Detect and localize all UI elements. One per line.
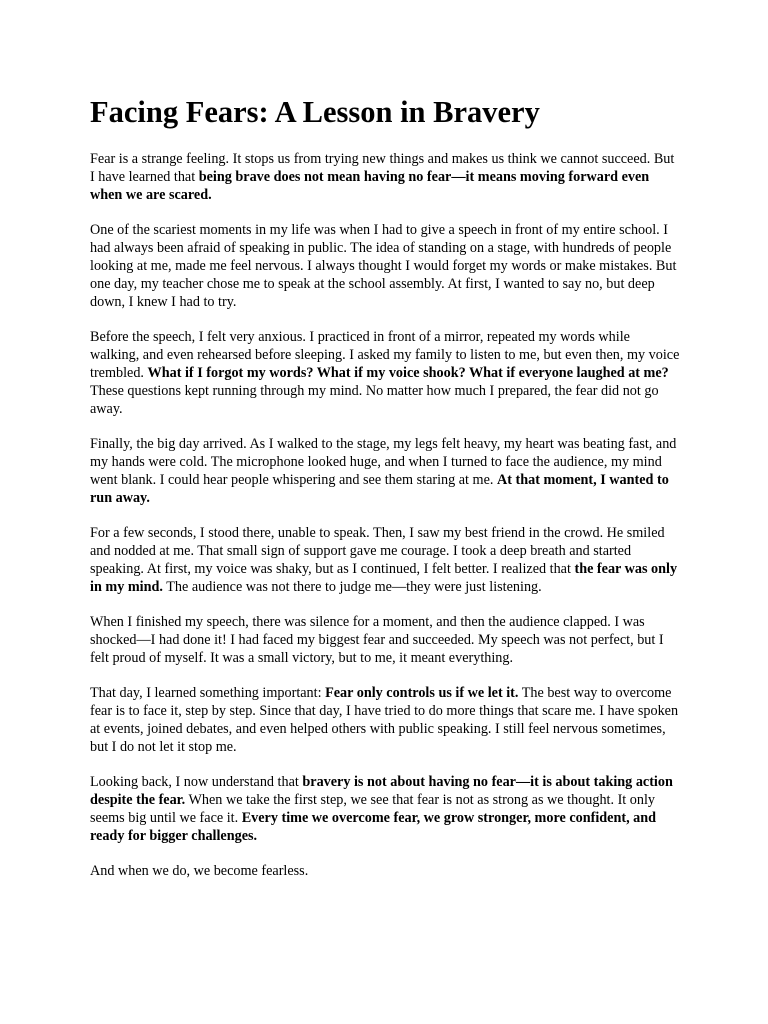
paragraph-text: The best way to overcome fear is to face it, step by step. Since that day, I have tried to do more things that scare me. I have spoken at events, joined debates, and even helped others with public speaking. I still feel nervous sometimes, but I do not let it stop me. (90, 685, 679, 755)
bold-text: bravery is not about having no fear—it is about taking action despite the fear. (90, 774, 673, 808)
document-page (90, 92, 680, 897)
paragraph-text: The audience was not there to judge me—they were just listening. (162, 579, 542, 595)
bold-text: being brave does not mean having no fear—it means moving forward even when we are scared. (90, 169, 650, 203)
paragraph-text: When I finished my speech, there was silence for a moment, and then the audience clapped. I was shocked—I had done it! I had faced my biggest fear and succeeded. My speech was not perfect, but I felt proud of myself. It was a small victory, but to me, it meant everything. (90, 614, 664, 666)
body-paragraph (90, 435, 680, 507)
document-body (90, 150, 680, 880)
paragraph-text: Finally, the big day arrived. As I walked to the stage, my legs felt heavy, my heart was beating fast, and my hands were cold. The microphone looked huge, and when I turned to face the audience, my mind went blank. I could hear people whispering and see them staring at me. (90, 436, 677, 488)
paragraph-text: For a few seconds, I stood there, unable to speak. Then, I saw my best friend in the crowd. He smiled and nodded at me. That small sign of support gave me courage. I took a deep breath and started speaking. At first, my voice was shaky, but as I continued, I felt better. I realized that (90, 525, 665, 577)
paragraph-text: Before the speech, I felt very anxious. I practiced in front of a mirror, repeated my words while walking, and even rehearsed before sleeping. I asked my family to listen to me, but even then, my voice trembled. (90, 329, 680, 381)
body-paragraph (90, 613, 680, 667)
body-paragraph (90, 684, 680, 756)
body-paragraph (90, 221, 680, 311)
bold-text: At that moment, I wanted to run away. (90, 472, 669, 506)
body-paragraph (90, 524, 680, 596)
body-paragraph (90, 773, 680, 845)
paragraph-text: Looking back, I now understand that (90, 774, 303, 790)
paragraph-text: Fear is a strange feeling. It stops us from trying new things and makes us think we cannot succeed. But I have learned that (90, 151, 675, 185)
paragraph-text: One of the scariest moments in my life was when I had to give a speech in front of my entire school. I had always been afraid of speaking in public. The idea of standing on a stage, with hundreds of people looking at me, made me feel nervous. I always thought I would forget my words or make mistakes. But one day, my teacher chose me to speak at the school assembly. At first, I wanted to say no, but deep down, I knew I had to try. (90, 222, 677, 310)
paragraph-text: That day, I learned something important: (90, 685, 326, 701)
bold-text: Every time we overcome fear, we grow stronger, more confident, and ready for bigger challenges. (90, 810, 657, 844)
bold-text: What if I forgot my words? What if my voice shook? What if everyone laughed at me? (147, 365, 669, 381)
body-paragraph (90, 328, 680, 418)
paragraph-text: When we take the first step, we see that fear is not as strong as we thought. It only seems big until we face it. (90, 792, 656, 826)
paragraph-text: And when we do, we become fearless. (90, 863, 309, 879)
body-paragraph (90, 150, 680, 204)
body-paragraph (90, 862, 680, 880)
paragraph-text: These questions kept running through my mind. No matter how much I prepared, the fear did not go away. (90, 383, 659, 417)
document-title: Facing Fears: A Lesson in Bravery (90, 95, 540, 129)
bold-text: Fear only controls us if we let it. (325, 685, 519, 701)
bold-text: the fear was only in my mind. (90, 561, 678, 595)
